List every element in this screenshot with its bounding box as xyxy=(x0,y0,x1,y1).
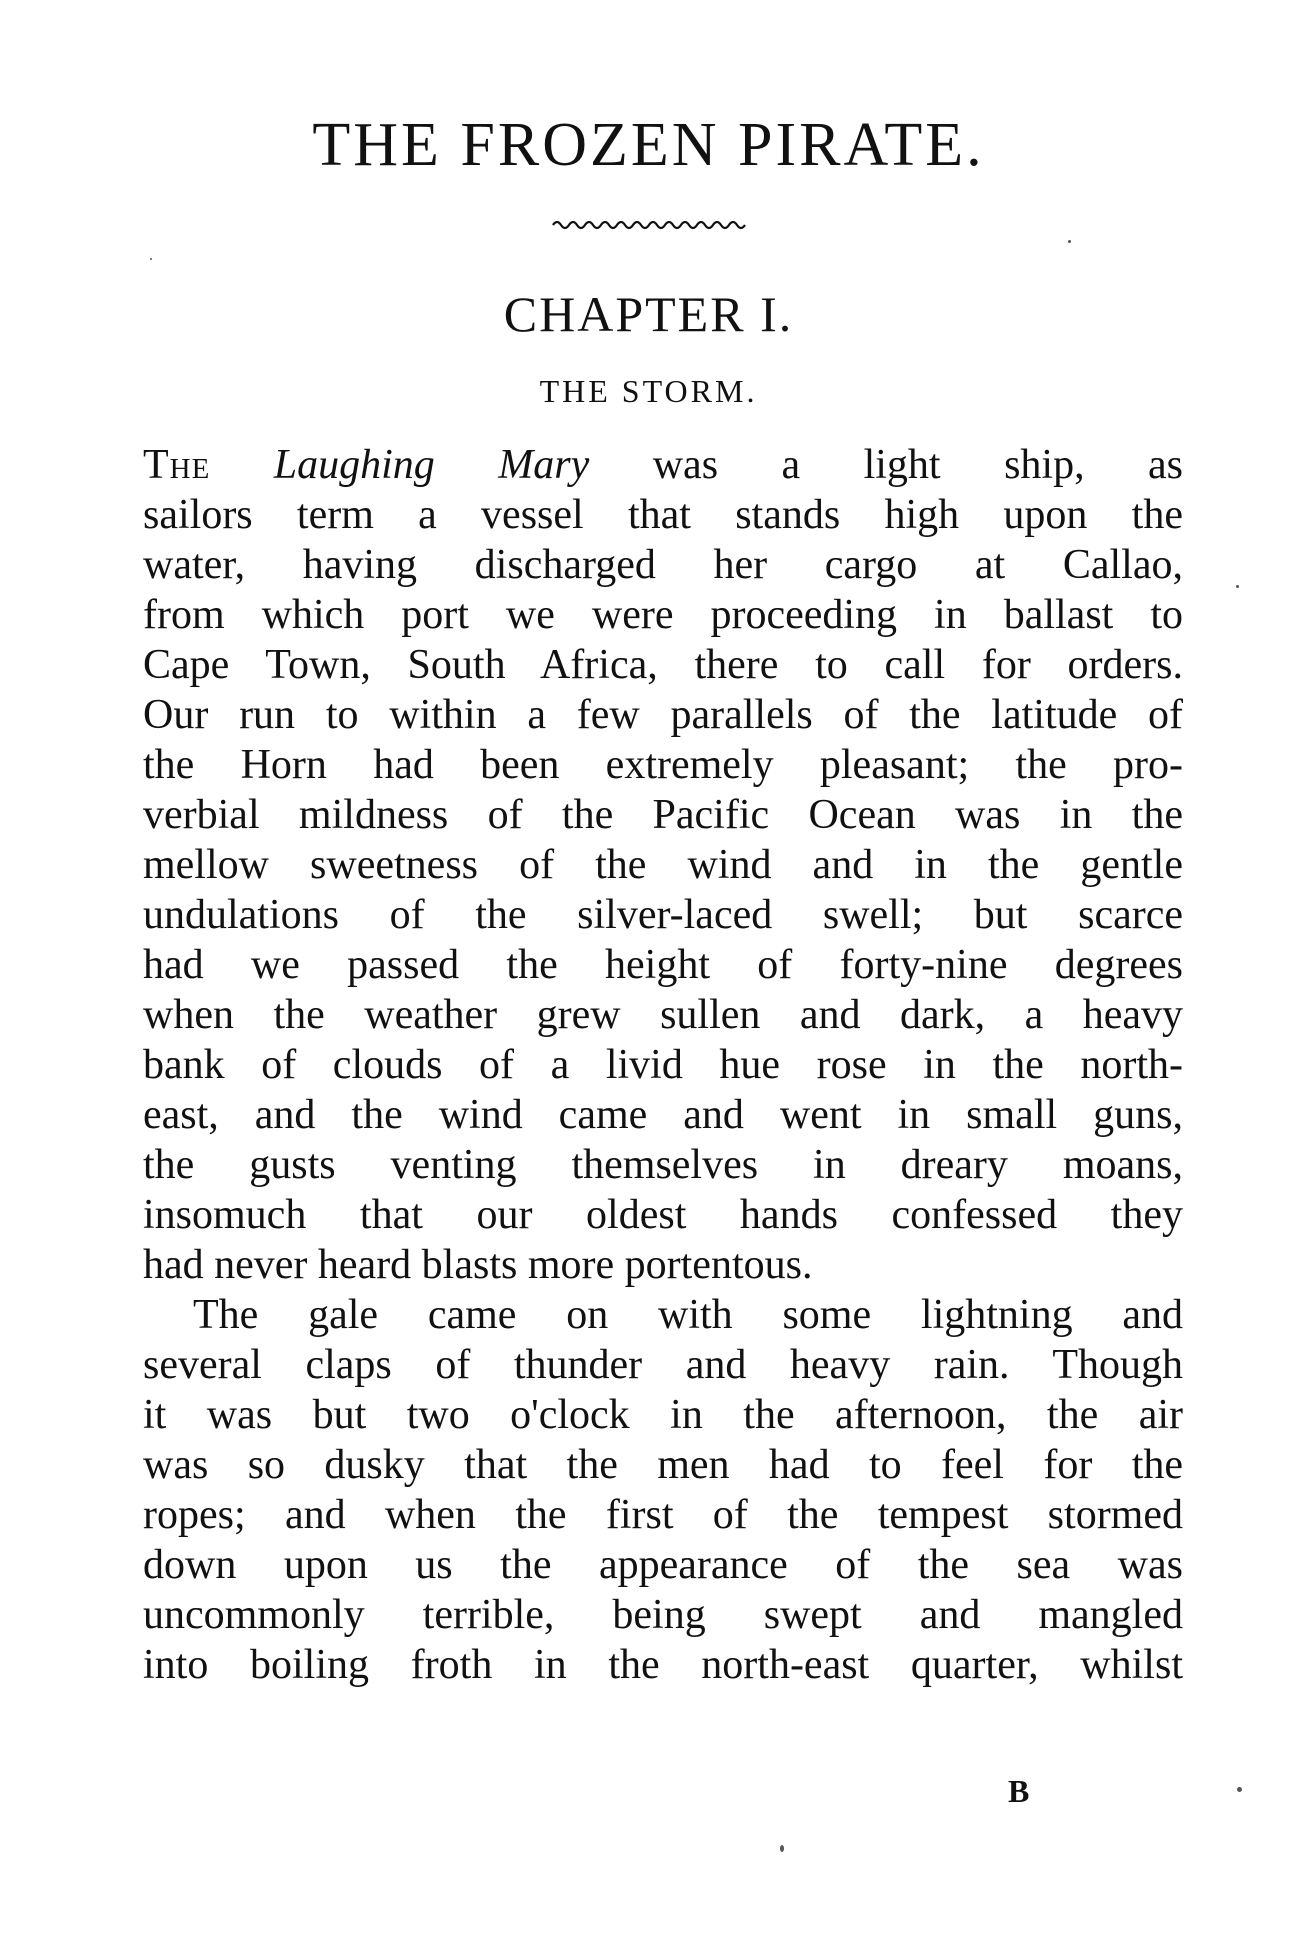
text-line: ropes; and when the first of the tempest stormed xyxy=(143,1492,1183,1538)
text-line: from which port we were proceeding in ballast to xyxy=(143,592,1183,638)
text-line: sailors term a vessel that stands high upon the xyxy=(143,492,1183,538)
text-line: The gale came on with some lightning and xyxy=(193,1292,1183,1338)
text-line: east, and the wind came and went in small guns, xyxy=(143,1092,1183,1138)
text-line: the gusts venting themselves in dreary moans, xyxy=(143,1142,1183,1188)
text-line: the Horn had been extremely pleasant; the pro- xyxy=(143,742,1183,788)
ship-name: Laughing Mary xyxy=(273,442,590,488)
line-remainder: was a light ship, as xyxy=(652,442,1184,488)
text-line: uncommonly terrible, being swept and mangled xyxy=(143,1592,1183,1638)
text-line xyxy=(143,440,1183,490)
text-line: mellow sweetness of the wind and in the gentle xyxy=(143,842,1183,888)
scan-speck xyxy=(150,258,152,260)
text-line: it was but two o'clock in the afternoon, the air xyxy=(143,1392,1183,1438)
text-line: bank of clouds of a livid hue rose in the north- xyxy=(143,1042,1183,1088)
chapter-heading: CHAPTER I. xyxy=(503,286,794,342)
text-line: verbial mildness of the Pacific Ocean was in the xyxy=(143,792,1183,838)
text-line: water, having discharged her cargo at Callao, xyxy=(143,542,1183,588)
scan-speck xyxy=(1068,240,1071,243)
text-line: when the weather grew sullen and dark, a heavy xyxy=(143,992,1183,1038)
scan-speck xyxy=(780,1845,784,1852)
opening-word: The xyxy=(143,442,211,488)
signature-mark: B xyxy=(1008,1773,1030,1809)
text-line: was so dusky that the men had to feel for the xyxy=(143,1442,1183,1488)
chapter-subtitle: THE STORM. xyxy=(539,373,758,409)
scan-speck xyxy=(1237,1787,1242,1792)
text-line: down upon us the appearance of the sea was xyxy=(143,1542,1183,1588)
text-line: several claps of thunder and heavy rain. Though xyxy=(143,1342,1183,1388)
text-line: had we passed the height of forty-nine degrees xyxy=(143,942,1183,988)
text-line: Our run to within a few parallels of the latitude of xyxy=(143,692,1183,738)
text-line: Cape Town, South Africa, there to call for orders. xyxy=(143,642,1183,688)
text-line: had never heard blasts more portentous. xyxy=(143,1242,813,1288)
text-line: undulations of the silver-laced swell; but scarce xyxy=(143,892,1183,938)
wavy-rule-ornament xyxy=(551,218,747,232)
paragraph xyxy=(143,1290,1183,1690)
book-title: THE FROZEN PIRATE. xyxy=(312,111,985,179)
text-line: into boiling froth in the north-east quarter, whilst xyxy=(143,1642,1183,1688)
paragraph xyxy=(143,440,1183,1290)
text-line: insomuch that our oldest hands confessed they xyxy=(143,1192,1183,1238)
body-text xyxy=(143,440,1183,1690)
scan-speck xyxy=(1236,585,1239,588)
